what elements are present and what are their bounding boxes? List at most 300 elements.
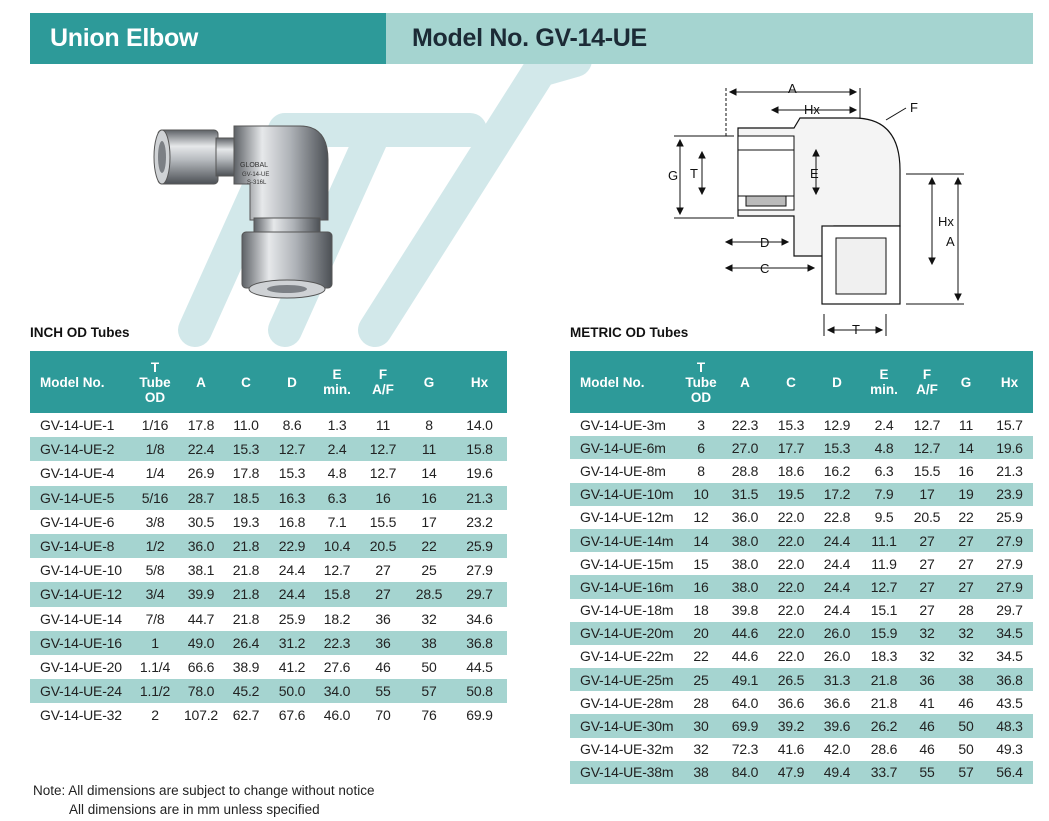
metric-cell-g: 22 xyxy=(958,509,974,526)
metric-cell-a: 38.0 xyxy=(722,575,768,598)
metric-cell-c: 22.0 xyxy=(768,575,814,598)
metric-cell-e: 11.9 xyxy=(871,555,897,572)
metric-cell-hx: 23.9 xyxy=(986,483,1033,506)
inch-cell-c: 21.8 xyxy=(222,534,270,558)
metric-cell-t: 8 xyxy=(697,462,705,479)
inch-cell-hx: 69.9 xyxy=(466,707,493,724)
metric-cell-g: 28 xyxy=(958,602,974,619)
metric-cell-e: 11.1 xyxy=(860,529,908,552)
inch-cell-e: 34.0 xyxy=(314,679,360,703)
inch-table-row xyxy=(30,558,507,582)
inch-cell-d: 31.2 xyxy=(270,631,314,655)
inch-cell-d: 41.2 xyxy=(278,658,306,675)
metric-cell-hx: 15.7 xyxy=(996,416,1023,433)
inch-cell-f: 27 xyxy=(360,582,406,606)
metric-header-row xyxy=(570,351,1033,413)
metric-cell-c: 22.0 xyxy=(777,555,805,572)
metric-cell-e: 28.6 xyxy=(870,741,898,758)
drawing-label-g: G xyxy=(668,168,679,183)
metric-cell-hx: 49.3 xyxy=(996,741,1023,758)
metric-cell-c: 22.0 xyxy=(777,602,805,619)
metric-cell-a: 22.3 xyxy=(731,416,759,433)
inch-table-row xyxy=(30,510,507,534)
metric-cell-f: 17 xyxy=(908,483,946,506)
inch-cell-hx: 14.0 xyxy=(466,417,493,434)
metric-cell-g: 57 xyxy=(946,761,986,784)
metric-cell-t: 18 xyxy=(693,602,709,619)
inch-header-t-3: OD xyxy=(144,389,166,405)
inch-cell-c: 15.3 xyxy=(222,437,270,461)
footnotes xyxy=(33,781,374,819)
metric-cell-e: 2.4 xyxy=(874,416,894,433)
inch-cell-d: 50.0 xyxy=(270,679,314,703)
metric-table-row xyxy=(570,668,1033,691)
metric-cell-model: GV-14-UE-22m xyxy=(580,648,674,665)
inch-cell-g: 16 xyxy=(406,486,452,510)
inch-header-t-2: Tube xyxy=(139,374,171,390)
metric-cell-a: 69.9 xyxy=(722,714,768,737)
metric-cell-t: 14 xyxy=(680,529,722,552)
metric-cell-a: 44.6 xyxy=(722,622,768,645)
metric-cell-hx: 48.3 xyxy=(986,714,1033,737)
note-line-1: Note: All dimensions are subject to change without notice xyxy=(33,783,375,798)
inch-cell-hx: 23.2 xyxy=(466,513,493,530)
inch-cell-d: 25.9 xyxy=(278,610,306,627)
metric-header-g: G xyxy=(946,351,986,413)
metric-cell-g: 14 xyxy=(946,436,986,459)
inch-cell-a: 28.7 xyxy=(180,486,222,510)
metric-cell-f: 46 xyxy=(908,714,946,737)
inch-header-e-1: E xyxy=(332,367,342,382)
metric-cell-t: 3 xyxy=(697,416,705,433)
metric-header-c: C xyxy=(768,351,814,413)
metric-cell-d: 31.3 xyxy=(814,668,860,691)
metric-cell-e: 15.9 xyxy=(860,622,908,645)
metric-table-row xyxy=(570,599,1033,622)
inch-cell-a: 39.9 xyxy=(180,582,222,606)
inch-header-c: C xyxy=(222,351,270,413)
inch-header-hx: Hx xyxy=(452,351,507,413)
metric-cell-d: 22.8 xyxy=(823,509,851,526)
inch-cell-t: 1/2 xyxy=(130,534,180,558)
inch-cell-f: 46 xyxy=(375,658,391,675)
inch-cell-t: 5/8 xyxy=(145,562,165,579)
inch-cell-c: 17.8 xyxy=(232,465,260,482)
metric-cell-t: 28 xyxy=(693,694,709,711)
metric-cell-a: 27.0 xyxy=(722,436,768,459)
inch-cell-hx: 15.8 xyxy=(452,437,507,461)
inch-cell-t: 2 xyxy=(151,707,159,724)
metric-cell-d: 15.3 xyxy=(814,436,860,459)
inch-header-a: A xyxy=(180,351,222,413)
inch-cell-c: 45.2 xyxy=(222,679,270,703)
metric-cell-model: GV-14-UE-8m xyxy=(580,462,666,479)
metric-cell-c: 41.6 xyxy=(777,741,805,758)
inch-cell-d: 67.6 xyxy=(278,707,306,724)
product-photo xyxy=(150,112,350,308)
metric-cell-model: GV-14-UE-15m xyxy=(580,555,674,572)
metric-table-row xyxy=(570,645,1033,668)
inch-cell-e: 6.3 xyxy=(314,486,360,510)
metric-cell-e: 21.8 xyxy=(860,668,908,691)
metric-cell-f: 27 xyxy=(908,575,946,598)
metric-cell-g: 46 xyxy=(958,694,974,711)
inch-cell-a: 49.0 xyxy=(180,631,222,655)
inch-cell-a: 38.1 xyxy=(187,562,215,579)
inch-cell-model: GV-14-UE-2 xyxy=(30,437,130,461)
inch-cell-c: 21.8 xyxy=(222,582,270,606)
inch-cell-f: 16 xyxy=(360,486,406,510)
inch-cell-g: 14 xyxy=(421,465,437,482)
inch-cell-t: 3/4 xyxy=(130,582,180,606)
inch-cell-a: 66.6 xyxy=(187,658,215,675)
inch-cell-c: 19.3 xyxy=(232,513,260,530)
inch-cell-e: 46.0 xyxy=(323,707,351,724)
inch-header-f-1: F xyxy=(378,367,388,382)
inch-cell-d: 8.6 xyxy=(282,417,302,434)
metric-cell-f: 20.5 xyxy=(913,509,941,526)
metric-cell-c: 26.5 xyxy=(768,668,814,691)
metric-cell-model: GV-14-UE-18m xyxy=(580,602,674,619)
inch-cell-t: 1 xyxy=(130,631,180,655)
inch-cell-f: 12.7 xyxy=(360,437,406,461)
metric-cell-a: 28.8 xyxy=(731,462,759,479)
inch-cell-t: 1/8 xyxy=(130,437,180,461)
inch-cell-e: 2.4 xyxy=(314,437,360,461)
inch-cell-model: GV-14-UE-10 xyxy=(40,562,122,579)
metric-cell-d: 24.4 xyxy=(814,575,860,598)
metric-cell-model: GV-14-UE-6m xyxy=(570,436,680,459)
metric-cell-hx: 36.8 xyxy=(986,668,1033,691)
inch-cell-g: 32 xyxy=(421,610,437,627)
inch-cell-g: 22 xyxy=(406,534,452,558)
metric-cell-model: GV-14-UE-30m xyxy=(570,714,680,737)
inch-cell-hx: 25.9 xyxy=(452,534,507,558)
drawing-label-f: F xyxy=(910,100,918,115)
inch-cell-a: 22.4 xyxy=(180,437,222,461)
metric-table-row xyxy=(570,691,1033,714)
inch-header-e xyxy=(314,351,360,413)
metric-cell-c: 47.9 xyxy=(768,761,814,784)
inch-cell-f: 27 xyxy=(375,562,391,579)
metric-dimensions-table xyxy=(570,351,1033,784)
metric-cell-f: 41 xyxy=(919,694,935,711)
inch-cell-d: 22.9 xyxy=(270,534,314,558)
inch-header-f-2: A/F xyxy=(372,382,394,397)
inch-cell-model: GV-14-UE-24 xyxy=(30,679,130,703)
metric-cell-c: 22.0 xyxy=(768,622,814,645)
inch-cell-d: 12.7 xyxy=(270,437,314,461)
metric-cell-model: GV-14-UE-28m xyxy=(580,694,674,711)
inch-cell-hx: 50.8 xyxy=(452,679,507,703)
metric-cell-d: 17.2 xyxy=(814,483,860,506)
metric-table-row xyxy=(570,714,1033,737)
metric-cell-c: 39.2 xyxy=(768,714,814,737)
metric-cell-model: GV-14-UE-16m xyxy=(570,575,680,598)
inch-cell-e: 22.3 xyxy=(314,631,360,655)
inch-table-row xyxy=(30,607,507,631)
metric-cell-a: 38.0 xyxy=(722,529,768,552)
inch-cell-e: 15.8 xyxy=(314,582,360,606)
metric-cell-a: 84.0 xyxy=(722,761,768,784)
metric-cell-c: 22.0 xyxy=(777,509,805,526)
metric-cell-c: 36.6 xyxy=(777,694,805,711)
inch-cell-model: GV-14-UE-5 xyxy=(30,486,130,510)
inch-cell-model: GV-14-UE-20 xyxy=(40,658,122,675)
inch-cell-c: 26.4 xyxy=(222,631,270,655)
metric-cell-g: 11 xyxy=(958,416,974,433)
inch-cell-model: GV-14-UE-12 xyxy=(30,582,130,606)
inch-cell-model: GV-14-UE-6 xyxy=(40,513,115,530)
drawing-label-t-bottom: T xyxy=(852,322,860,337)
metric-cell-e: 6.3 xyxy=(874,462,894,479)
metric-header-e xyxy=(860,351,908,413)
metric-cell-d: 49.4 xyxy=(814,761,860,784)
metric-cell-d: 26.0 xyxy=(823,648,851,665)
inch-cell-d: 15.3 xyxy=(278,465,306,482)
metric-cell-f: 27 xyxy=(919,602,935,619)
metric-cell-e: 18.3 xyxy=(870,648,898,665)
metric-cell-c: 17.7 xyxy=(768,436,814,459)
metric-cell-g: 27 xyxy=(958,555,974,572)
drawing-label-c: C xyxy=(760,261,770,276)
metric-header-a: A xyxy=(722,351,768,413)
metric-header-hx: Hx xyxy=(986,351,1033,413)
metric-cell-d: 26.0 xyxy=(814,622,860,645)
inch-table-row xyxy=(30,631,507,655)
inch-cell-c: 62.7 xyxy=(232,707,260,724)
metric-header-f-2: A/F xyxy=(916,382,938,397)
inch-cell-d: 24.4 xyxy=(270,582,314,606)
metric-cell-t: 38 xyxy=(680,761,722,784)
inch-cell-c: 21.8 xyxy=(232,562,260,579)
metric-cell-hx: 27.9 xyxy=(996,555,1023,572)
metric-cell-model: GV-14-UE-32m xyxy=(580,741,674,758)
metric-cell-a: 39.8 xyxy=(731,602,759,619)
metric-header-f xyxy=(908,351,946,413)
inch-table-row xyxy=(30,461,507,485)
metric-cell-f: 46 xyxy=(919,741,935,758)
inch-cell-t: 1/16 xyxy=(141,417,169,434)
drawing-label-t-left: T xyxy=(690,166,698,181)
inch-dimensions-table xyxy=(30,351,507,727)
inch-cell-model: GV-14-UE-4 xyxy=(40,465,115,482)
metric-cell-hx: 34.5 xyxy=(986,622,1033,645)
inch-cell-g: 8 xyxy=(425,417,433,434)
title-bar xyxy=(30,13,1033,64)
metric-cell-e: 26.2 xyxy=(860,714,908,737)
inch-table-row xyxy=(30,655,507,679)
metric-cell-d: 42.0 xyxy=(823,741,851,758)
inch-cell-g: 17 xyxy=(421,513,437,530)
metric-cell-e: 33.7 xyxy=(860,761,908,784)
inch-cell-c: 11.0 xyxy=(233,417,259,434)
metric-cell-t: 25 xyxy=(680,668,722,691)
inch-cell-e: 7.1 xyxy=(327,513,347,530)
metric-cell-d: 24.4 xyxy=(814,529,860,552)
inch-cell-t: 3/8 xyxy=(145,513,165,530)
inch-cell-f: 11 xyxy=(375,417,391,434)
inch-cell-hx: 44.5 xyxy=(466,658,493,675)
metric-cell-model: GV-14-UE-38m xyxy=(570,761,680,784)
metric-cell-f: 15.5 xyxy=(913,462,941,479)
inch-table-row xyxy=(30,413,507,437)
metric-table-row xyxy=(570,506,1033,529)
inch-cell-a: 36.0 xyxy=(180,534,222,558)
metric-cell-a: 64.0 xyxy=(731,694,759,711)
metric-header-d: D xyxy=(814,351,860,413)
metric-table-row xyxy=(570,413,1033,436)
title-right-panel xyxy=(386,13,1033,64)
photo-model-text: GV-14-UE xyxy=(242,172,270,178)
metric-table-row xyxy=(570,761,1033,784)
inch-cell-d: 24.4 xyxy=(278,562,306,579)
metric-cell-c: 18.6 xyxy=(777,462,805,479)
inch-cell-t: 1.1/4 xyxy=(139,658,171,675)
title-left-panel xyxy=(30,13,386,64)
inch-table-row xyxy=(30,437,507,461)
inch-cell-c: 38.9 xyxy=(232,658,260,675)
metric-cell-d: 16.2 xyxy=(823,462,851,479)
inch-cell-t: 1/4 xyxy=(145,465,165,482)
metric-cell-model: GV-14-UE-3m xyxy=(580,416,666,433)
inch-cell-f: 20.5 xyxy=(360,534,406,558)
metric-cell-t: 16 xyxy=(680,575,722,598)
metric-cell-hx: 27.9 xyxy=(986,575,1033,598)
metric-cell-f: 27 xyxy=(908,529,946,552)
metric-cell-g: 32 xyxy=(958,648,974,665)
inch-cell-a: 30.5 xyxy=(187,513,215,530)
metric-cell-f: 12.7 xyxy=(908,436,946,459)
metric-cell-a: 72.3 xyxy=(731,741,759,758)
metric-cell-t: 12 xyxy=(693,509,709,526)
inch-header-g: G xyxy=(406,351,452,413)
inch-cell-hx: 29.7 xyxy=(452,582,507,606)
drawing-label-d: D xyxy=(760,235,770,250)
metric-cell-model: GV-14-UE-25m xyxy=(570,668,680,691)
metric-cell-e: 15.1 xyxy=(870,602,898,619)
inch-cell-f: 36 xyxy=(360,631,406,655)
inch-header-d: D xyxy=(270,351,314,413)
metric-header-f-1: F xyxy=(922,367,932,382)
inch-cell-t: 7/8 xyxy=(145,610,165,627)
inch-header-row xyxy=(30,351,507,413)
metric-table-row xyxy=(570,483,1033,506)
metric-cell-hx: 34.5 xyxy=(996,648,1023,665)
inch-cell-d: 16.8 xyxy=(278,513,306,530)
inch-header-e-2: min. xyxy=(323,382,351,397)
metric-table-row xyxy=(570,738,1033,761)
metric-cell-t: 15 xyxy=(693,555,709,572)
metric-table-row xyxy=(570,436,1033,459)
metric-header-e-1: E xyxy=(879,367,889,382)
inch-cell-model: GV-14-UE-16 xyxy=(30,631,130,655)
metric-cell-f: 27 xyxy=(919,555,935,572)
inch-cell-model: GV-14-UE-8 xyxy=(30,534,130,558)
inch-cell-e: 12.7 xyxy=(323,562,351,579)
metric-cell-f: 32 xyxy=(908,622,946,645)
drawing-label-a-side: A xyxy=(946,234,955,249)
inch-cell-a: 17.8 xyxy=(187,417,215,434)
photo-brand-text: GLOBAL xyxy=(240,162,269,169)
inch-cell-t: 1.1/2 xyxy=(130,679,180,703)
inch-cell-f: 70 xyxy=(375,707,391,724)
drawing-label-hx-side: Hx xyxy=(938,214,954,229)
drawing-label-a-top: A xyxy=(788,81,797,96)
metric-cell-model: GV-14-UE-14m xyxy=(570,529,680,552)
metric-cell-a: 31.5 xyxy=(722,483,768,506)
metric-cell-model: GV-14-UE-12m xyxy=(580,509,674,526)
metric-table-row xyxy=(570,552,1033,575)
inch-cell-g: 28.5 xyxy=(406,582,452,606)
inch-table-row xyxy=(30,534,507,558)
metric-cell-d: 39.6 xyxy=(814,714,860,737)
metric-cell-g: 50 xyxy=(958,741,974,758)
inch-cell-e: 1.3 xyxy=(327,417,347,434)
inch-cell-hx: 27.9 xyxy=(466,562,493,579)
inch-cell-a: 107.2 xyxy=(183,707,219,724)
metric-cell-e: 7.9 xyxy=(860,483,908,506)
metric-cell-hx: 56.4 xyxy=(986,761,1033,784)
metric-cell-f: 36 xyxy=(908,668,946,691)
drawing-label-hx-top: Hx xyxy=(804,102,820,117)
metric-cell-t: 10 xyxy=(680,483,722,506)
inch-table-row xyxy=(30,679,507,703)
metric-cell-t: 20 xyxy=(680,622,722,645)
note-line-2: All dimensions are in mm unless specified xyxy=(69,802,320,817)
metric-cell-c: 19.5 xyxy=(768,483,814,506)
inch-cell-c: 18.5 xyxy=(222,486,270,510)
inch-cell-d: 16.3 xyxy=(270,486,314,510)
inch-table-row xyxy=(30,486,507,510)
metric-cell-g: 27 xyxy=(946,575,986,598)
metric-cell-e: 12.7 xyxy=(860,575,908,598)
inch-cell-e: 18.2 xyxy=(323,610,351,627)
inch-table-row xyxy=(30,582,507,606)
inch-cell-g: 50 xyxy=(421,658,437,675)
inch-header-f xyxy=(360,351,406,413)
metric-cell-a: 49.1 xyxy=(722,668,768,691)
metric-cell-g: 16 xyxy=(958,462,974,479)
metric-cell-c: 22.0 xyxy=(777,648,805,665)
metric-cell-g: 38 xyxy=(946,668,986,691)
metric-cell-model: GV-14-UE-10m xyxy=(570,483,680,506)
metric-header-t-2: Tube xyxy=(685,374,717,390)
metric-table-row xyxy=(570,575,1033,598)
metric-cell-model: GV-14-UE-20m xyxy=(570,622,680,645)
inch-cell-hx: 34.6 xyxy=(466,610,493,627)
metric-cell-d: 24.4 xyxy=(823,602,851,619)
metric-section-label: METRIC OD Tubes xyxy=(570,325,689,340)
metric-cell-f: 12.7 xyxy=(913,416,941,433)
inch-cell-e: 4.8 xyxy=(327,465,347,482)
inch-cell-t: 5/16 xyxy=(130,486,180,510)
metric-cell-t: 30 xyxy=(680,714,722,737)
metric-cell-e: 9.5 xyxy=(874,509,894,526)
metric-cell-hx: 43.5 xyxy=(996,694,1023,711)
metric-cell-d: 36.6 xyxy=(823,694,851,711)
metric-table-row xyxy=(570,529,1033,552)
inch-section-label: INCH OD Tubes xyxy=(30,325,130,340)
metric-cell-a: 38.0 xyxy=(731,555,759,572)
product-name: Union Elbow xyxy=(50,24,199,52)
metric-header-e-2: min. xyxy=(870,382,898,397)
inch-cell-f: 55 xyxy=(360,679,406,703)
inch-cell-model: GV-14-UE-1 xyxy=(40,417,115,434)
metric-header-model: Model No. xyxy=(570,351,680,413)
inch-table-row xyxy=(30,703,507,727)
inch-cell-a: 44.7 xyxy=(187,610,215,627)
